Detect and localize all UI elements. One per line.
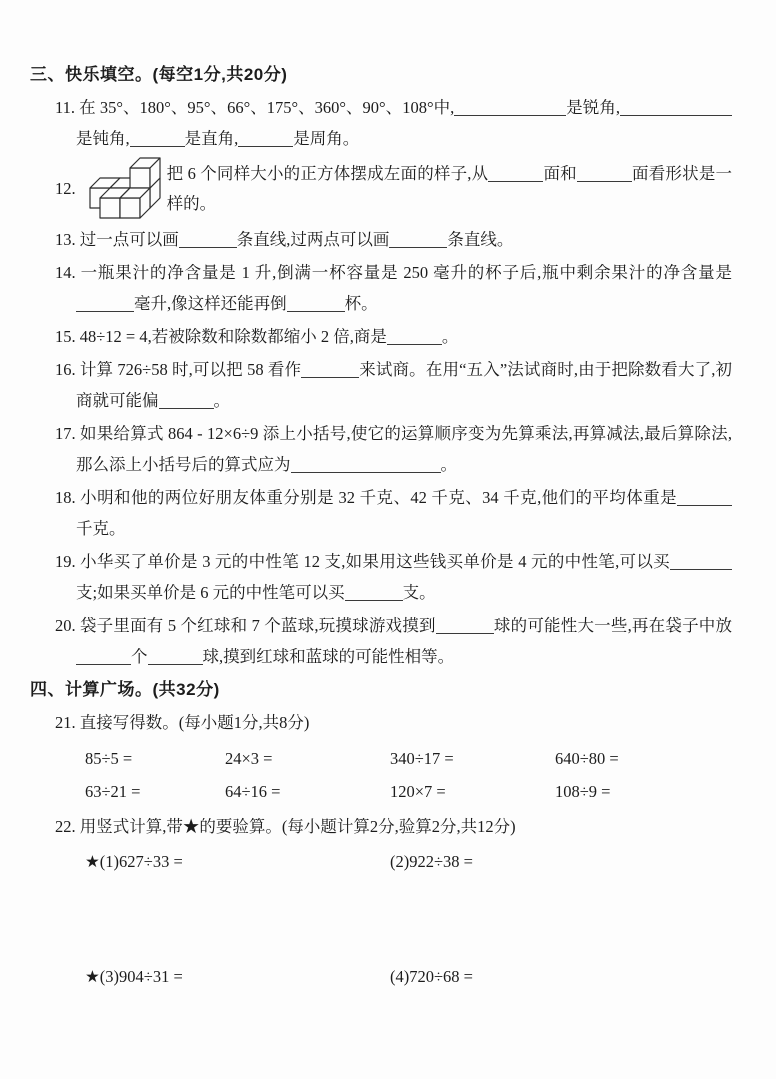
isometric-six-cubes-icon (78, 156, 164, 222)
answer-blank (291, 457, 441, 473)
question-15: 15. 48÷12 = 4,若被除数和除数都缩小 2 倍,商是 。 (55, 327, 459, 346)
oral-calc-item: 64÷16 = (225, 782, 281, 801)
question-19: 19. 小华买了单价是 3 元的中性笔 12 支,如果用这些钱买单价是 4 元的中性笔,可以买支;如果买单价是 6 元的中性笔可以买 支。 (55, 546, 732, 608)
answer-blank (76, 649, 131, 665)
answer-blank (287, 296, 345, 312)
answer-blank (488, 166, 543, 182)
question-16: 16. 计算 726÷58 时,可以把 58 看作 来试商。在用“五入”法试商时,由于把除数看大了,初商就可能偏 。 (55, 360, 732, 410)
section-calc-title: 四、计算广场。 (30, 680, 153, 699)
oral-calc-item: 85÷5 = (85, 749, 133, 768)
section-fill-in-heading (30, 62, 732, 88)
oral-calc-item: 120×7 = (390, 782, 446, 801)
oral-calc-item: 640÷80 = (555, 749, 619, 768)
vertical-calc-row-1 (85, 847, 732, 877)
answer-blank (179, 232, 237, 248)
answer-blank (76, 296, 134, 312)
question-18: 18. 小明和他的两位好朋友体重分别是 32 千克、42 千克、34 千克,他们的平均体重是千克。 (55, 482, 732, 544)
question-12 (55, 156, 732, 222)
question-17: 17. 如果给算式 864 - 12×6÷9 添上小括号,使它的运算顺序变为先算乘法,再算减法,最后算除法,那么添上小括号后的算式应为 。 (55, 424, 732, 474)
section-calc-heading (30, 677, 732, 703)
answer-blank (159, 393, 214, 409)
answer-blank (148, 649, 203, 665)
answer-blank (387, 329, 442, 345)
oral-calc-item: 24×3 = (225, 749, 273, 768)
answer-blank (454, 100, 566, 116)
answer-blank (345, 585, 403, 601)
section-fill-in-title: 三、快乐填空。 (30, 65, 153, 84)
section-fill-in-note: (每空1分,共20分) (152, 65, 288, 84)
question-11: 11. 在 35°、180°、95°、66°、175°、360°、90°、108°中, 是锐角,是钝角, 是直角, 是周角。 (55, 92, 732, 154)
vertical-calc-item-3: ★(3)904÷31 = (85, 967, 183, 986)
section-calc-note: (共32分) (152, 680, 220, 699)
oral-calc-item: 108÷9 = (555, 782, 611, 801)
answer-blank (301, 362, 359, 378)
question-22-label: 22. 用竖式计算,带★的要验算。(每小题计算2分,验算2分,共12分) (55, 817, 516, 836)
answer-blank (677, 490, 732, 506)
answer-blank (436, 618, 494, 634)
question-20: 20. 袋子里面有 5 个红球和 7 个蓝球,玩摸球游戏摸到 球的可能性大一些,再在袋子中放个 球,摸到红球和蓝球的可能性相等。 (55, 616, 733, 666)
answer-blank (238, 131, 293, 147)
answer-blank (577, 166, 632, 182)
vertical-calc-item-2: (2)922÷38 = (390, 852, 473, 871)
vertical-calc-row-2 (85, 962, 732, 992)
question-13: 13. 过一点可以画 条直线,过两点可以画 条直线。 (55, 230, 514, 249)
cube-stack-figure (78, 156, 164, 222)
answer-blank (389, 232, 447, 248)
question-14: 14. 一瓶果汁的净含量是 1 升,倒满一杯容量是 250 毫升的杯子后,瓶中剩余果汁的净含量是毫升,像这样还能再倒 杯。 (55, 263, 732, 313)
answer-blank (670, 554, 732, 570)
question-21-label: 21. 直接写得数。(每小题1分,共8分) (55, 713, 310, 732)
oral-calc-item: 340÷17 = (390, 749, 454, 768)
answer-blank (620, 100, 732, 116)
question-12-number: 12. (55, 179, 76, 198)
question-12-text: 把 6 个同样大小的正方体摆成左面的样子,从 面和 面看形状是一样的。 (166, 164, 733, 213)
oral-calculation-grid (85, 744, 732, 807)
vertical-calc-item-1: ★(1)627÷33 = (85, 852, 183, 871)
oral-calc-item: 63÷21 = (85, 782, 141, 801)
vertical-calc-item-4: (4)720÷68 = (390, 967, 473, 986)
answer-blank (130, 131, 185, 147)
